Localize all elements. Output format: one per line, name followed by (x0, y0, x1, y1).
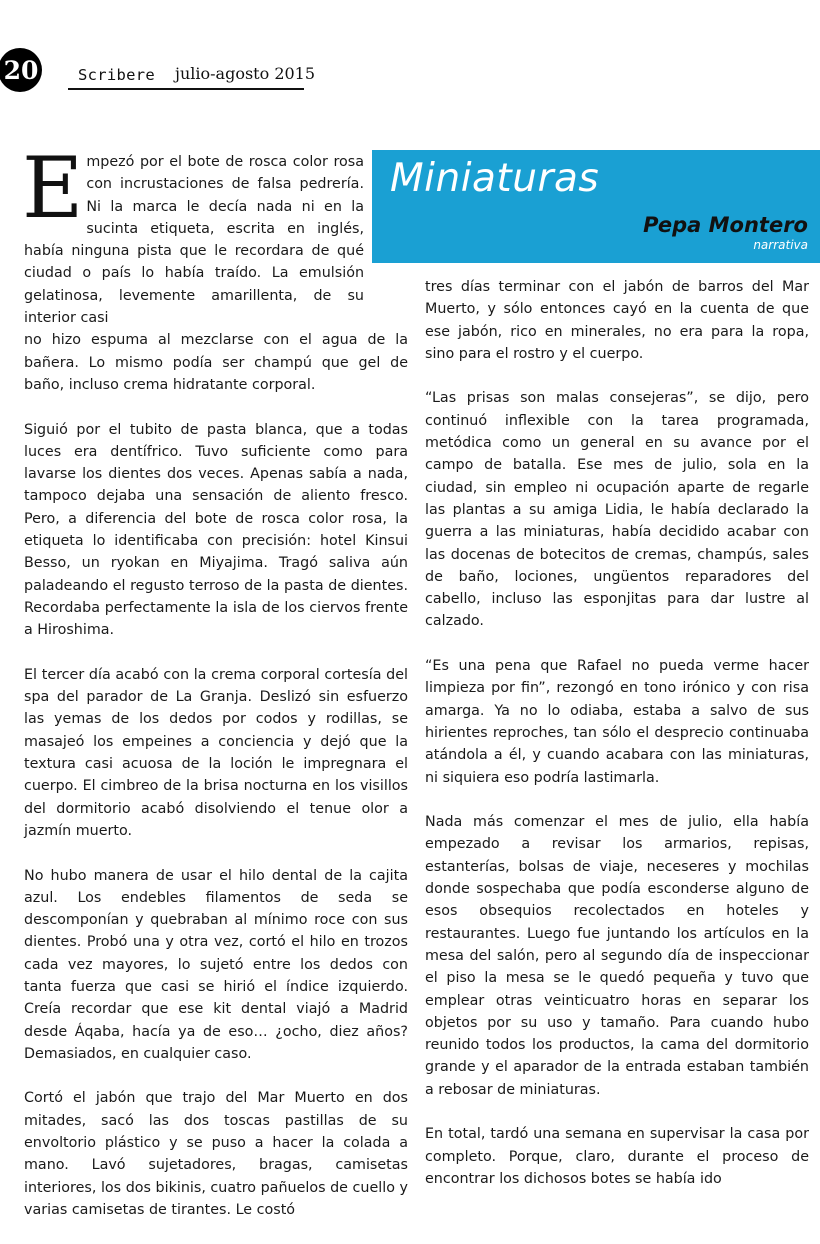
section-label: narrativa (753, 238, 808, 252)
drop-cap: E (22, 139, 84, 237)
paragraph-1-rest: no hizo espuma al mezclarse con el agua de la bañera. Lo mismo podía ser champú que gel de baño, incluso crema hidratante corporal. (24, 332, 408, 393)
right-column (425, 276, 809, 1212)
left-column (22, 139, 408, 1244)
paragraph-8: “Es una pena que Rafael no pueda verme hacer limpieza por fin”, rezongó en tono irónico y con risa amarga. Ya no lo odiaba, estaba a salvo de sus hirientes reproches, tan sólo el desprecio continuaba atándola a él, y cuando acabara con las miniaturas, ni siquiera eso podría lastimarla. (425, 658, 809, 786)
paragraph-7: “Las prisas son malas consejeras”, se dijo, pero continuó inflexible con la tarea programada, metódica como un general en su avance por el campo de batalla. Ese mes de julio, sola en la ciudad, sin empleo ni ocupación aparte de regarle las plantas a su amiga Lidia, le había declarado la guerra a las miniaturas, había decidido acabar con las docenas de botecitos de cremas, champús, sales de baño, lociones, ungüentos reparadores del cabello, incluso las esponjitas para dar lustre al calzado. (425, 390, 809, 630)
journal-name: Scribere (78, 66, 156, 84)
paragraph-1 (22, 139, 408, 396)
page-number-text: 20 (3, 56, 39, 85)
article-title: Miniaturas (390, 156, 600, 201)
page-number-badge (0, 48, 44, 92)
paragraph-5: Cortó el jabón que trajo del Mar Muerto en dos mitades, sacó las dos toscas pastillas de su envoltorio plástico y se puso a hacer la colada a mano. Lavó sujetadores, bragas, camisetas interiores, los dos bikinis, cuatro pañuelos de cuello y varias camisetas de tirantes. Le costó (24, 1090, 408, 1218)
paragraph-4: No hubo manera de usar el hilo dental de la cajita azul. Los endebles filamentos de seda se descomponían y quebraban al mínimo roce con sus dientes. Probó una y otra vez, cortó el hilo en trozos cada vez mayores, lo sujetó entre los dedos con tanta fuerza que casi se hirió el índice izquierdo. Creía recordar que ese kit dental viajó a Madrid desde Áqaba, hacía ya de eso… ¿ocho, diez años? Demasiados, en cualquier caso. (24, 867, 408, 1062)
paragraph-1-lead-text: mpezó por el bote de rosca color rosa con incrustaciones de falsa pedrería. Ni la marca le decía nada ni en la sucinta etiqueta, escrita en inglés, había ninguna pista que le recordara de qué ciudad o país lo había traído. La emulsión gelatinosa, levemente amarillenta, de su interior casi (24, 154, 364, 327)
paragraph-3: El tercer día acabó con la crema corporal cortesía del spa del parador de La Granja. Deslizó sin esfuerzo las yemas de los dedos por codos y rodillas, se masajeó los empeines a conciencia y dejó que la textura casi acuosa de la loción le impregnara el cuerpo. El cimbreo de la brisa nocturna en los visillos del dormitorio acabó disolviendo el tenue olor a jazmín muerto. (24, 666, 408, 839)
paragraph-2: Siguió por el tubito de pasta blanca, que a todas luces era dentífrico. Tuvo suficiente como para lavarse los dientes dos veces. Apenas sabía a nada, tampoco dejaba una sensación de aliento fresco. Pero, a diferencia del bote de rosca color rosa, la etiqueta lo identificaba con precisión: hotel Kinsui Besso, un ryokan en Miyajima. Tragó saliva aún paladeando el regusto terroso de la pasta de dientes. Recordaba perfectamente la isla de los ciervos frente a Hiroshima. (24, 421, 408, 639)
author-name: Pepa Montero (643, 213, 808, 237)
header-rule (68, 88, 304, 90)
paragraph-6: tres días terminar con el jabón de barros del Mar Muerto, y sólo entonces cayó en la cuenta de que ese jabón, rico en minerales, no era para la ropa, sino para el rostro y el cuerpo. (425, 279, 809, 362)
page-number (0, 48, 44, 92)
paragraph-10: En total, tardó una semana en supervisar la casa por completo. Porque, claro, durante el proceso de encontrar los dichosos botes se había ido (425, 1126, 809, 1187)
title-block (372, 150, 820, 263)
paragraph-9: Nada más comenzar el mes de julio, ella había empezado a revisar los armarios, repisas, estanterías, bolsas de viaje, neceseres y mochilas donde sospechaba que podía esconderse alguno de esos obsequios recolectados en hoteles y restaurantes. Luego fue juntando los artículos en la mesa del salón, pero al segundo día de inspeccionar el piso la mesa se le quedó pequeña y tuvo que emplear otras veinticuatro horas en separar los objetos por su uso y tamaño. Para cuando hubo reunido todos los productos, la cama del dormitorio grande y el aparador de la entrada estaban también a rebosar de miniaturas. (425, 814, 809, 1098)
issue-date: julio-agosto 2015 (175, 64, 316, 83)
paragraph-1-narrow (22, 139, 364, 329)
